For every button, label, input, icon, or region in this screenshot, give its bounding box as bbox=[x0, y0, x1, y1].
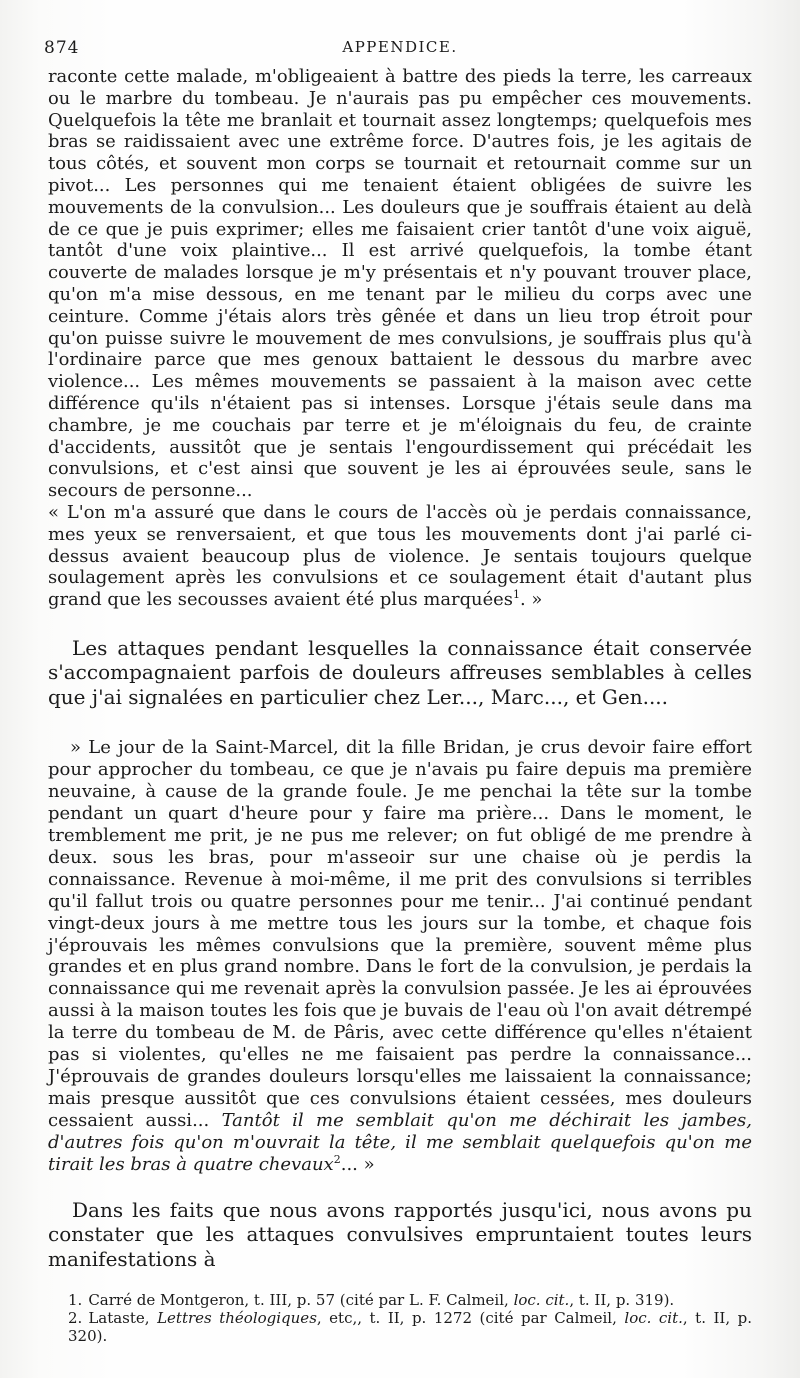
footnote-1-italic: loc. cit. bbox=[513, 1291, 570, 1310]
page-number: 874 bbox=[44, 38, 80, 58]
running-title: APPENDICE. bbox=[342, 38, 458, 56]
footnote-1-end: , t. II, p. 319). bbox=[569, 1291, 675, 1310]
quote-paragraph-3 bbox=[48, 737, 752, 1175]
quote-paragraph-2-text: « L'on m'a assuré que dans le cours de l'accès où je perdais connaissance, mes yeux se renversaient, et que tous les mouvements dont j'ai parlé ci-dessus avaient beaucoup plus de violence. Je sentais toujours quelque soulagement après les convulsions et ce soulagement était d'autant plus grand que les secousses avaient été plus marquées bbox=[48, 501, 752, 611]
quote-paragraph-3-text: » Le jour de la Saint-Marcel, dit la fille Bridan, je crus devoir faire effort pour approcher du tombeau, ce que je n'avais pu faire depuis ma première neuvaine, à cause de la grande foule. Je me penchai la tête sur la tombe pendant un quart d'heure pour y faire ma prière... Dans le moment, le tremblement me prit, je ne pus me relever; on fut obligé de me prendre à deux. sous les bras, pour m'asseoir sur une chaise où je perdis la connaissance. Revenue à moi-même, il me prit des convulsions si terribles qu'il fallut trois ou quatre personnes pour me tenir... J'ai continué pendant vingt-deux jours à me mettre tous les jours sur la tombe, et chaque fois j'éprouvais les mêmes convulsions que la première, souvent même plus grandes et en plus grand nombre. Dans le fort de la convulsion, je perdais la connaissance qui me revenait après la convulsion passée. Je les ai éprouvées aussi à la maison toutes les fois que je buvais de l'eau où l'on avait détrempé la terre du tombeau de M. de Pâris, avec cette différence qu'elles n'étaient pas si violentes, qu'elles ne me faisaient pas perdre la connaissance... J'éprouvais de grandes douleurs lorsqu'elles me laissaient la connaissance; mais presque aussitôt que ces convulsions étaient cessées, mes douleurs cessaient aussi... bbox=[48, 737, 752, 1131]
footnote-ref-1: 1 bbox=[512, 588, 520, 602]
footnote-1-text: Carré de Montgeron, t. III, p. 57 (cité par L. F. Calmeil, bbox=[88, 1291, 509, 1310]
quote-paragraph-1: raconte cette malade, m'obligeaient à battre des pieds la terre, les carreaux ou le marbre du tombeau. Je n'aurais pas pu empêcher ces mouvements. Quelquefois la tête me branlait et tournait assez longtemps; quelquefois mes bras se raidissaient avec une extrême force. D'autres fois, je les agitais de tous côtés, et souvent mon corps se tournait et retournait comme sur un pivot... Les personnes qui me tenaient étaient obligées de suivre les mouvements de la convulsion... Les douleurs que je souffrais étaient au delà de ce que je puis exprimer; elles me faisaient crier tantôt d'une voix aiguë, tantôt d'une voix plaintive... Il est arrivé quelquefois, la tombe étant couverte de malades lorsque je m'y présentais et n'y pouvant trouver place, qu'on m'a mise dessous, en me tenant par le milieu du corps avec une ceinture. Comme j'étais alors très gênée et dans un lieu trop étroit pour qu'on puisse suivre le mouvement de mes convulsions, je souffrais plus qu'à l'ordinaire parce que mes genoux battaient le dessous du marbre avec violence... Les mêmes mouvements se passaient à la maison avec cette différence qu'ils n'étaient pas si intenses. Lorsque j'étais seule dans ma chambre, je me couchais par terre et je m'éloignais du feu, de crainte d'accidents, aussitôt que je sentais l'engourdissement qui précédait les convulsions, et c'est ainsi que souvent je les ai éprouvées seule, sans le secours de personne... bbox=[48, 66, 752, 502]
quote-paragraph-2-end: . » bbox=[519, 589, 543, 611]
footnote-2-text: Lataste, bbox=[88, 1309, 150, 1328]
footnote-2-number: 2. bbox=[68, 1309, 83, 1328]
footnote-1 bbox=[68, 1291, 752, 1309]
footnote-2-mid: , etc,, t. II, p. 1272 (cité par Calmeil, bbox=[316, 1309, 617, 1328]
footnote-2-italic-2: loc. cit. bbox=[624, 1309, 683, 1328]
quote-paragraph-2 bbox=[48, 502, 752, 611]
footnote-ref-2: 2 bbox=[333, 1152, 341, 1166]
prose-paragraph-2: Dans les faits que nous avons rapportés jusqu'ici, nous avons pu constater que les attaques convulsives empruntaient toutes leurs manifestations à bbox=[48, 1197, 752, 1271]
quote-paragraph-3-end: ... » bbox=[340, 1153, 375, 1175]
footnote-2-italic: Lettres théologiques bbox=[157, 1309, 317, 1328]
page-body bbox=[48, 66, 752, 1345]
footnotes bbox=[48, 1291, 752, 1345]
prose-paragraph-1: Les attaques pendant lesquelles la connaissance était conservée s'accompagnaient parfois de douleurs affreuses semblables à celles que j'ai signalées en particulier chez Ler..., Marc..., et Gen.... bbox=[48, 635, 752, 709]
footnote-1-number: 1. bbox=[68, 1291, 83, 1310]
footnote-2-end: , t. II, p. 320). bbox=[68, 1309, 752, 1346]
quote-paragraph-3-italic: Tantôt il me semblait qu'on me déchirait les jambes, d'autres fois qu'on m'ouvrait la tête, il me semblait quelquefois qu'on me tirait les bras à quatre chevaux bbox=[48, 1109, 752, 1175]
footnote-2 bbox=[68, 1309, 752, 1345]
page-header bbox=[44, 38, 756, 62]
